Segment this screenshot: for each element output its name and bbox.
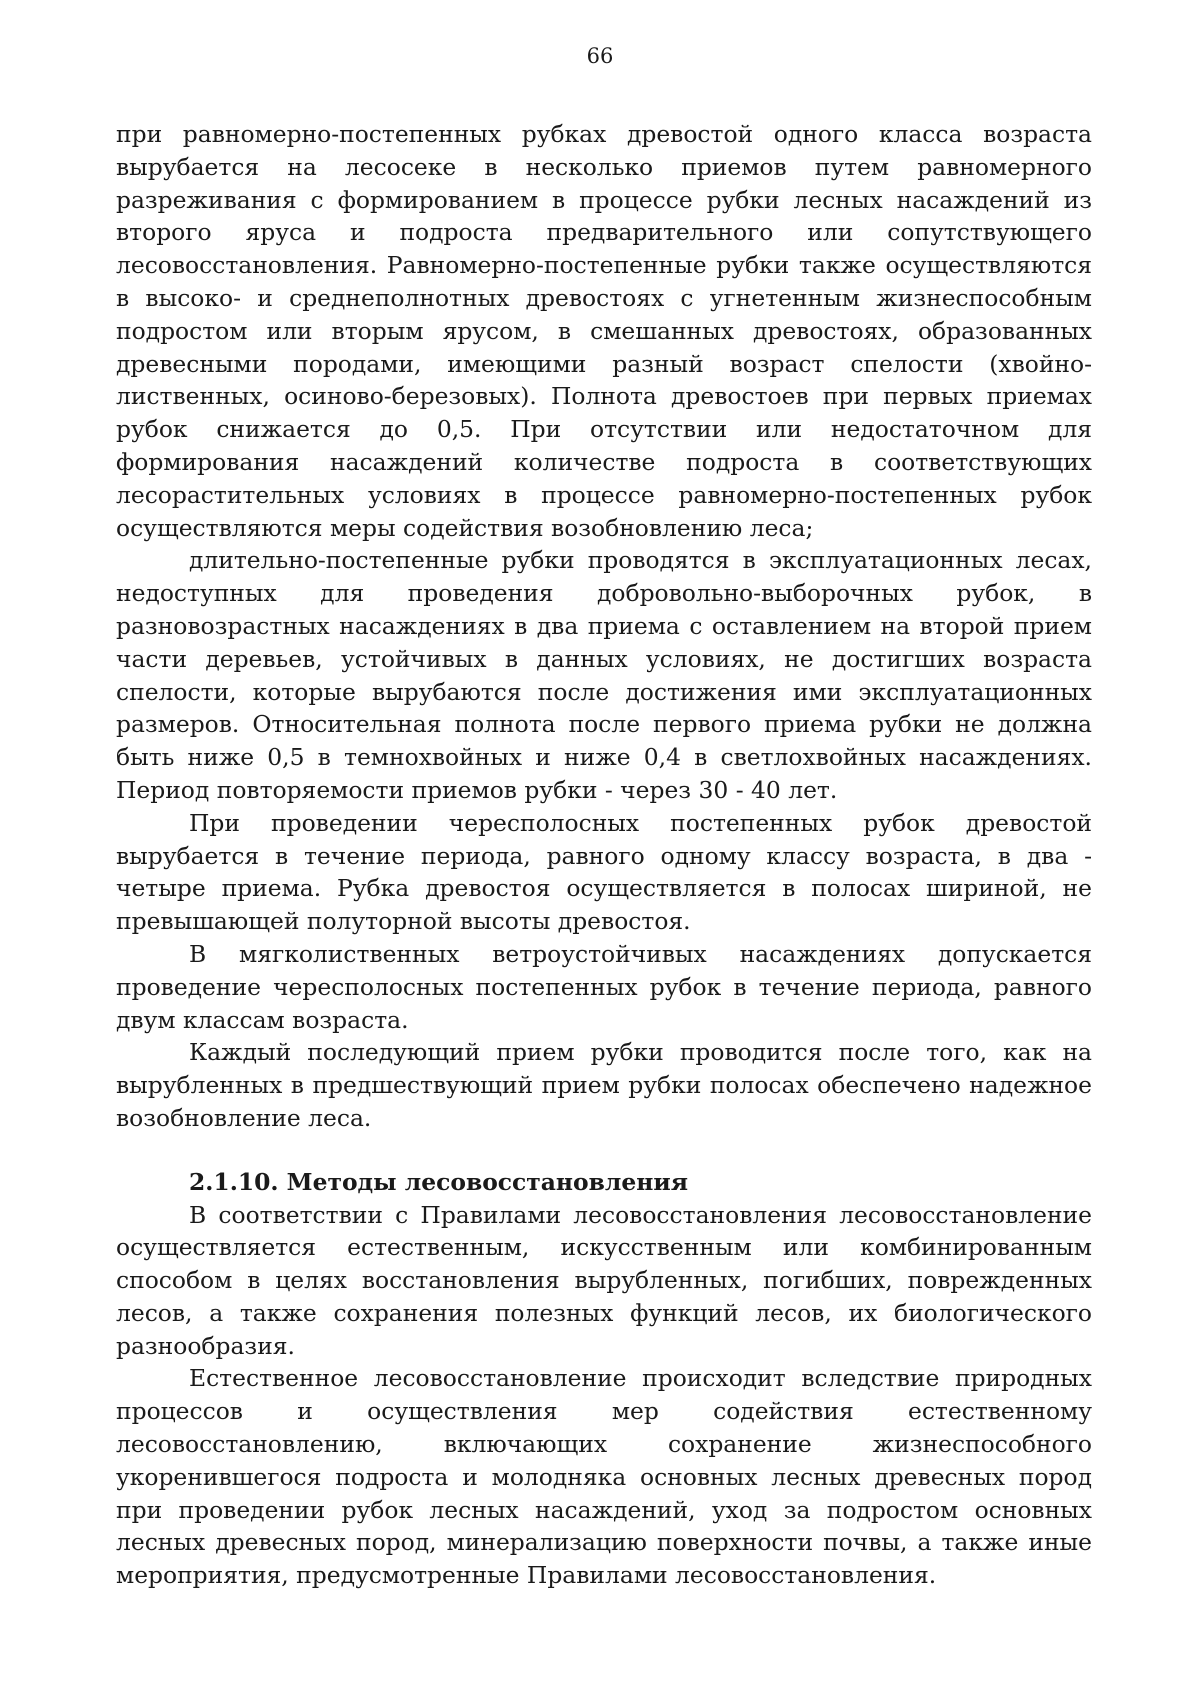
- paragraph: В мягколиственных ветроустойчивых насаждениях допускается проведение чересполосных постепенных рубок в течение периода, равного двум классам возраста.: [116, 939, 1092, 1034]
- page-number: 66: [586, 44, 614, 68]
- paragraph: При проведении чересполосных постепенных рубок древостой вырубается в течение периода, равного одному классу возраста, в два - четыре приема. Рубка древостоя осуществляется в полосах шириной, не превышающей полуторной высоты древостоя.: [116, 808, 1092, 936]
- section-title: 2.1.10. Методы лесовосстановления: [189, 1167, 689, 1196]
- paragraph-continued: при равномерно-постепенных рубках древостой одного класса возраста вырубается на лесосеке в несколько приемов путем равномерного разреживания с формированием в процессе рубки лесных насаждений из второго яруса и подроста предварительного или сопутствующего лесовосстановления. Равномерно-постепенные рубки также осуществляются в высоко- и среднеполнотных древостоях с угнетенным жизнеспособным подростом или вторым ярусом, в смешанных древостоях, образованных древесными породами, имеющими разный возраст спелости (хвойно-лиственных, осиново-березовых). Полнота древостоев при первых приемах рубок снижается до 0,5. При отсутствии или недостаточном для формирования насаждений количестве подроста в соответствующих лесорастительных условиях в процессе равномерно-постепенных рубок осуществляются меры содействия возобновлению леса;: [116, 120, 1092, 542]
- paragraph: Каждый последующий прием рубки проводится после того, как на вырубленных в предшествующий прием рубки полосах обеспечено надежное возобновление леса.: [116, 1038, 1092, 1132]
- paragraph: длительно-постепенные рубки проводятся в эксплуатационных лесах, недоступных для проведения добровольно-выборочных рубок, в разновозрастных насаждениях в два приема с оставлением на второй прием части деревьев, устойчивых в данных условиях, не достигших возраста спелости, которые вырубаются после достижения ими эксплуатационных размеров. Относительная полнота после первого приема рубки не должна быть ниже 0,5 в темнохвойных и ниже 0,4 в светлохвойных насаждениях. Период повторяемости приемов рубки - через 30 - 40 лет.: [116, 546, 1092, 804]
- section-paragraph: Естественное лесовосстановление происходит вследствие природных процессов и осуществления мер содействия естественному лесовосстановлению, включающих сохранение жизнеспособного укоренившегося подроста и молодняка основных лесных древесных пород при проведении рубок лесных насаждений, уход за подростом основных лесных древесных пород, минерализацию поверхности почвы, а также иные мероприятия, предусмотренные Правилами лесовосстановления.: [116, 1364, 1092, 1590]
- body-text: [116, 118, 1092, 1592]
- section-paragraph: В соответствии с Правилами лесовосстановления лесовосстановление осуществляется естественным, искусственным или комбинированным способом в целях восстановления вырубленных, погибших, поврежденных лесов, а также сохранения полезных функций лесов, их биологического разнообразия.: [116, 1200, 1092, 1360]
